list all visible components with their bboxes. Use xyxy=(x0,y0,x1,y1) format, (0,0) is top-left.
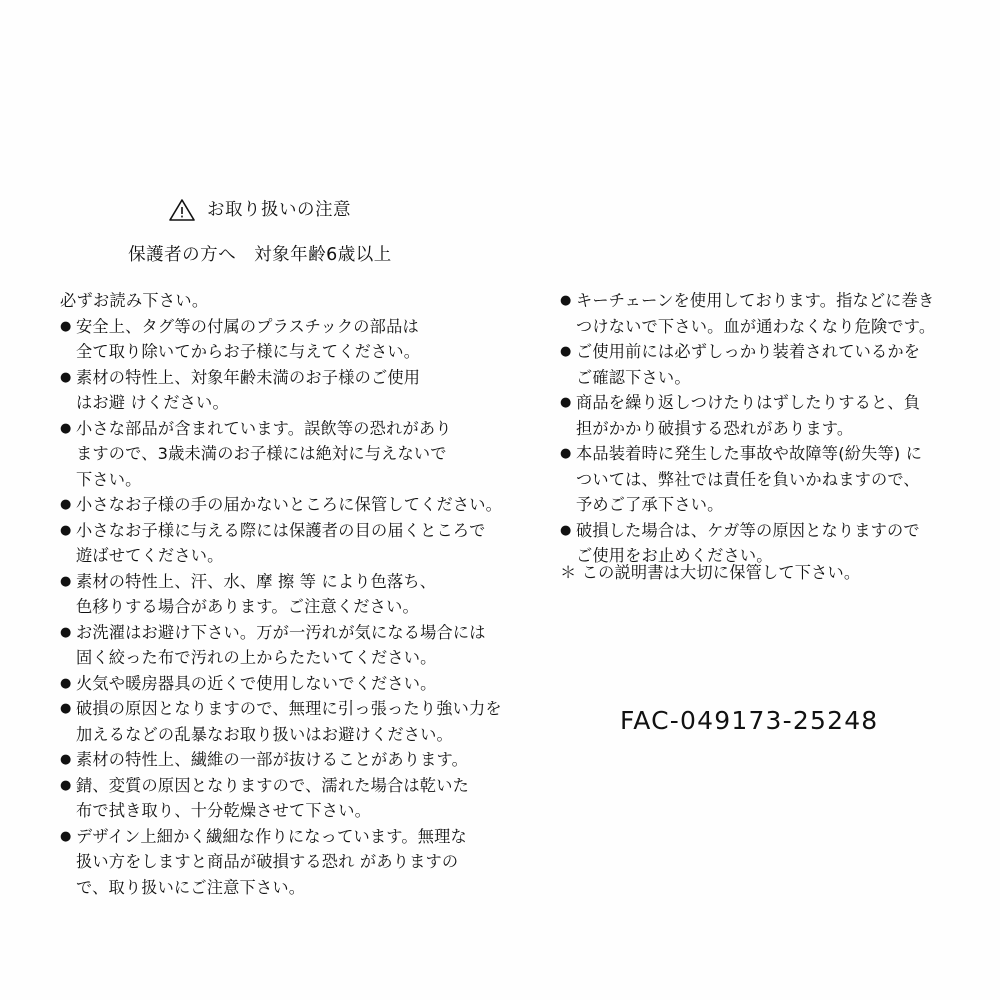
list-item-line: 予めご了承下さい。 xyxy=(576,495,724,514)
bullet-icon: ● xyxy=(560,395,572,410)
title-row xyxy=(0,196,520,221)
list-item-body xyxy=(76,492,520,518)
list-item-line: ご使用をお止めください。 xyxy=(576,546,773,565)
list-item-line: 下さい。 xyxy=(76,469,142,489)
list-item xyxy=(60,773,520,824)
list-item-line: デザイン上細かく繊細な作りになっています。無理な xyxy=(76,826,467,846)
storage-note: ＊ この説明書は大切に保管して下さい。 xyxy=(560,563,861,582)
list-item xyxy=(60,747,520,773)
list-item-body xyxy=(76,773,520,824)
list-item-body xyxy=(76,747,520,773)
bullet-icon: ● xyxy=(60,369,72,385)
right-column xyxy=(560,288,960,569)
list-item-line: ますので、3歳未満のお子様には絶対に与えないで xyxy=(76,444,447,463)
age-notice: 保護者の方へ 対象年齢6歳以上 xyxy=(128,245,392,265)
bullet-icon: ● xyxy=(60,573,72,589)
list-item-body xyxy=(576,441,960,518)
list-item xyxy=(60,671,520,697)
list-item-line: 小さな部品が含まれています。誤飲等の恐れがあり xyxy=(76,418,452,438)
list-item-line: 小さなお子様の手の届かないところに保管してください。 xyxy=(76,495,503,514)
list-item-line: 全て取り除いてからお子様に与えてください。 xyxy=(76,342,421,361)
list-item xyxy=(60,824,520,901)
list-item-body xyxy=(76,569,520,620)
list-item xyxy=(60,569,520,620)
list-item-line: ついては、弊社では責任を負いかねますので、 xyxy=(576,469,920,489)
list-item-line: 素材の特性上、汗、水、摩 擦 等 により色落ち、 xyxy=(76,571,437,591)
bullet-icon: ● xyxy=(60,675,72,691)
list-item xyxy=(560,441,960,518)
list-item-body xyxy=(76,416,520,493)
list-item xyxy=(560,339,960,390)
left-column xyxy=(60,288,520,900)
bullet-icon: ● xyxy=(560,522,572,538)
bullet-icon: ● xyxy=(60,777,72,793)
list-item-line: ご使用前には必ずしっかり装着されているかを xyxy=(576,342,921,361)
list-item-body xyxy=(76,824,520,901)
list-item xyxy=(60,696,520,747)
list-item xyxy=(60,416,520,493)
list-item-line: 素材の特性上、繊維の一部が抜けることがあります。 xyxy=(76,750,469,769)
list-item-line: 破損の原因となりますので、無理に引っ張ったり強い力を xyxy=(76,699,502,718)
list-item-body xyxy=(576,390,960,441)
list-item-body xyxy=(576,339,960,390)
list-item-line: 本品装着時に発生した事故や故障等(紛失等) に xyxy=(576,444,923,463)
list-item-line: キーチェーンを使用しております。指などに巻き xyxy=(576,291,935,310)
list-item-line: お洗濯はお避け下さい。万が一汚れが気になる場合には xyxy=(76,622,486,642)
list-item-body xyxy=(76,365,520,416)
list-item-body xyxy=(76,518,520,569)
list-item-line: 扱い方をしますと商品が破損する恐れ がありますの xyxy=(76,852,459,871)
list-item-line: つけないで下さい。血が通わなくなり危険です。 xyxy=(576,316,936,336)
bullet-icon: ● xyxy=(60,497,72,512)
bullet-icon: ● xyxy=(60,522,72,538)
bullet-icon: ● xyxy=(60,752,72,767)
list-item-line: 布で拭き取り、十分乾燥させて下さい。 xyxy=(76,801,371,820)
list-item-body xyxy=(76,671,520,697)
bullet-icon: ● xyxy=(60,828,72,844)
read-first-lead: 必ずお読み下さい。 xyxy=(60,291,209,310)
list-item-line: で、取り扱いにご注意下さい。 xyxy=(76,877,306,897)
bullet-icon: ● xyxy=(60,701,72,716)
warning-triangle-icon xyxy=(169,198,195,222)
list-item-line: 商品を繰り返しつけたりはずしたりすると、負 xyxy=(576,393,921,412)
list-item xyxy=(60,620,520,671)
list-item-line: 錆、変質の原因となりますので、濡れた場合は乾いた xyxy=(76,775,469,795)
list-item-line: 担がかかり破損する恐れがあります。 xyxy=(576,418,854,438)
list-item-body xyxy=(76,620,520,671)
bullet-icon: ● xyxy=(60,318,72,334)
list-item-line: 固く絞った布で汚れの上からたたいてください。 xyxy=(76,648,437,667)
bullet-icon: ● xyxy=(560,446,572,461)
bullet-icon: ● xyxy=(60,624,72,640)
list-item-line: 加えるなどの乱暴なお取り扱いはお避けください。 xyxy=(76,724,453,744)
list-item-body xyxy=(76,314,520,365)
list-item xyxy=(60,492,520,518)
list-item xyxy=(60,518,520,569)
list-item-line: はお避 けください。 xyxy=(76,393,229,412)
list-item-body xyxy=(576,288,960,339)
header-block xyxy=(0,196,520,266)
list-item-line: 色移りする場合があります。ご注意ください。 xyxy=(76,597,419,616)
list-item-line: 破損した場合は、ケガ等の原因となりますので xyxy=(576,520,920,540)
list-item xyxy=(60,314,520,365)
bullet-icon: ● xyxy=(560,293,572,308)
product-code: FAC-049173-25248 xyxy=(620,706,879,735)
list-item-line: 小さなお子様に与える際には保護者の目の届くところで xyxy=(76,520,486,540)
list-item xyxy=(60,365,520,416)
list-item-line: 素材の特性上、対象年齢未満のお子様のご使用 xyxy=(76,367,421,387)
bullet-icon: ● xyxy=(60,420,72,436)
list-item-body xyxy=(76,696,520,747)
list-item-line: ご確認下さい。 xyxy=(576,367,691,387)
page-title: お取り扱いの注意 xyxy=(207,200,351,220)
list-item-line: 安全上、タグ等の付属のプラスチックの部品は xyxy=(76,316,419,336)
list-item-line: 遊ばせてください。 xyxy=(76,546,224,565)
list-item xyxy=(560,288,960,339)
list-item xyxy=(560,390,960,441)
bullet-icon: ● xyxy=(560,344,572,359)
list-item-line: 火気や暖房器具の近くで使用しないでください。 xyxy=(76,673,437,693)
